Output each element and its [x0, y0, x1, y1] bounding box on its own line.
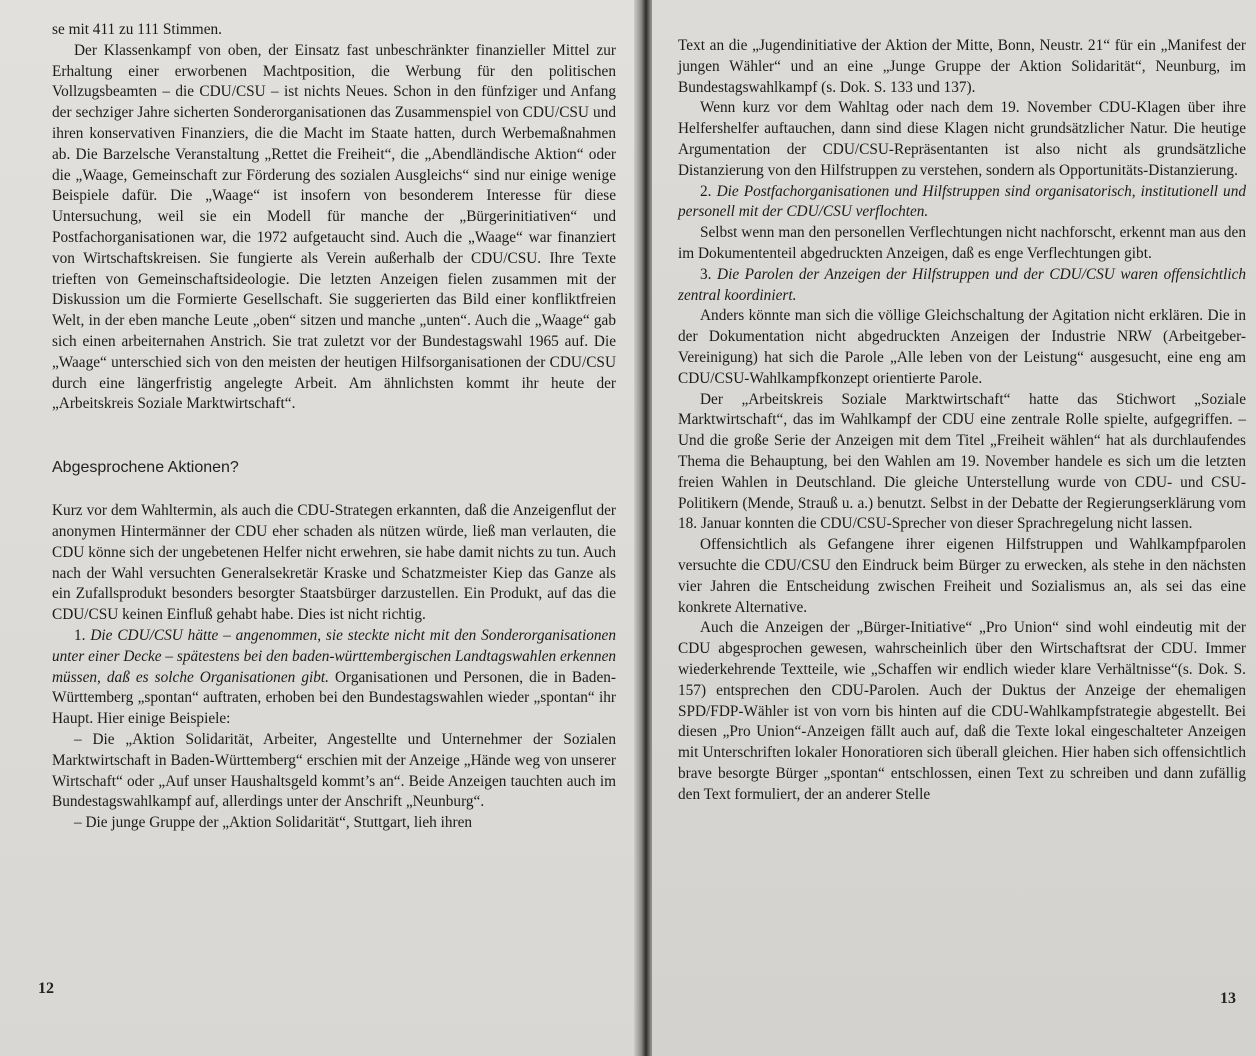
point-text: Organisationen und Personen, die in Baden-Württemberg „spontan“ auftraten, erhoben bei den Bundestagswahlen wieder „spontan“ ihr Haupt. Hier einige Beispiele:	[52, 668, 616, 728]
point-italic-text: Die Parolen der Anzeigen der Hilfstruppen und der CDU/CSU waren offensichtlich zentral koordiniert.	[678, 265, 1247, 304]
paragraph: Offensichtlich als Gefangene ihrer eigenen Hilfstruppen und Wahlkampfparolen versuchte die CDU/CSU den Eindruck beim Bürger zu erwecken, als stehe in den nächsten vier Jahren die Entscheidung zwischen Freiheit und Sozialismus an, als sei das eine konkrete Alternative.	[678, 536, 1246, 616]
paragraph: Anders könnte man sich die völlige Gleichschaltung der Agitation nicht erklären. Die in der Dokumentation nicht abgedruckten Anzeigen der Industrie NRW (Arbeitgeber-Vereinigung) hat sich die Parole „Alle leben von der Leistung“ ausgesucht, eine eng am CDU/CSU-Wahlkampfkonzept orientierte Parole.	[678, 307, 1246, 387]
paragraph: Kurz vor dem Wahltermin, als auch die CDU-Strategen erkannten, daß die Anzeigenflut der anonymen Hintermänner der CDU eher schaden als nützen würde, ließ man verlauten, die CDU könne sich der ungebetenen Helfer nicht erwehren, sie habe damit nichts zu tun. Auch nach der Wahl versuchten Generalsekretär Kraske und Schatzmeister Kiep das Ganze als ein Zufallsprodukt besonders besorgter Staatsbürger darzustellen. Ein Produkt, auf das die CDU/CSU keinen Einfluß gehabt habe. Dies ist nicht richtig.	[52, 502, 616, 624]
numbered-point-2	[678, 182, 1246, 224]
point-italic-text: Die CDU/CSU hätte – angenommen, sie steckte nicht mit den Sonderorganisationen unter einer Decke – spätestens bei den baden-württembergischen Landtagswahlen erkennen müssen, daß es solche Organisationen gibt.	[52, 626, 617, 686]
numbered-point-1	[52, 626, 616, 730]
numbered-point-3	[678, 265, 1246, 307]
point-number: 2.	[700, 182, 712, 200]
paragraph: – Die „Aktion Solidarität, Arbeiter, Angestellte und Unternehmer der Sozialen Marktwirtschaft in Baden-Württemberg“ erschien mit der Anzeige „Hände weg von unserer Wirtschaft“ oder „Auf unser Haushaltsgeld kommt’s an“. Beide Anzeigen tauchten auch im Bundestagswahlkampf auf, allerdings unter der Anschrift „Neunburg“.	[52, 730, 616, 811]
section-heading: Abgesprochene Aktionen?	[52, 459, 239, 477]
page-number: 13	[1220, 990, 1236, 1007]
paragraph: Der Klassenkampf von oben, der Einsatz fast unbeschränkter finanzieller Mittel zur Erhaltung einer erworbenen Machtposition, die Werbung für den politischen Vollzugsbeamten – die CDU/CSU – ist nichts Neues. Schon in den fünfziger und Anfang der sechziger Jahre sicherten Sonderorganisationen das Zusammenspiel von CDU/CSU und ihren konservativen Finanziers, die die Macht im Staate hatten, durch Werbemaßnahmen ab. Die Barzelsche Veranstaltung „Rettet die Freiheit“, die „Abendländische Aktion“ oder die „Waage, Gemeinschaft zur Förderung des sozialen Ausgleichs“ sind nur einige wenige Beispiele dafür. Die „Waage“ ist insofern von besonderem Interesse für diese Untersuchung, weil sie ein Modell für manche der „Bürgerinitiativen“ und Postfachorganisationen war, die 1972 aufgetaucht sind. Auch die „Waage“ war finanziert von Wirtschaftskreisen. Sie fungierte als Verein außerhalb der CDU/CSU. Ihre Texte trieften von Gemeinschaftsideologie. Die letzten Anzeigen fielen zusammen mit der Diskussion um die Formierte Gesellschaft. Sie suggerierten das Bild einer konfliktfreien Welt, in der eben manche Leute „oben“ sitzen und manche „unten“. Auch die „Waage“ gab sich einen arbeiternahen Anstrich. Sie trat zuletzt vor der Bundestagswahl 1965 auf. Die „Waage“ unterschied sich von den meisten der heutigen Hilfsorganisationen der CDU/CSU durch eine längerfristig angelegte Arbeit. Am ähnlichsten kommt ihr heute der „Arbeitskreis Soziale Marktwirtschaft“.	[52, 41, 616, 413]
right-page-text	[678, 36, 1246, 805]
paragraph: Auch die Anzeigen der „Bürger-Initiative“ „Pro Union“ sind wohl eindeutig mit der CDU abgesprochen gewesen, wahrscheinlich über den Wirtschaftsrat der CDU. Immer wiederkehrende Textteile, wie „Schaffen wir endlich wieder klare Verhältnisse“(s. Dok. S. 157) entsprechen den CDU-Parolen. Auch der Duktus der Anzeige der ehemaligen SPD/FDP-Wähler ist von vorn bis hinten auf die CDU-Wahlkampfstrategie abgestellt. Bei diesen „Pro Union“-Anzeigen fällt auch auf, daß die Texte lokal eingeschalteter Anzeigen mit Unterschriften lokaler Honoratioren sich überall gleichen. Hier haben sich offensichtlich brave besorgte Bürger „spontan“ entschlossen, einen Text zu schreiben und dann zufällig den Text formuliert, der an anderer Stelle	[678, 619, 1246, 803]
paragraph: Selbst wenn man den personellen Verflechtungen nicht nachforscht, erkennt man aus den im Dokumententeil abgedruckten Anzeigen, daß es enge Verflechtungen gibt.	[678, 224, 1246, 262]
paragraph: Der „Arbeitskreis Soziale Marktwirtschaft“ hatte das Stichwort „Soziale Marktwirtschaft“, das im Wahlkampf der CDU eine zentrale Rolle spielte, aufgegriffen. – Und die große Serie der Anzeigen mit dem Titel „Freiheit wählen“ hat als durchlaufendes Thema die Behauptung, bei den Wahlen am 19. November handele es sich um die letzten freien Wahlen in Deutschland. Die gleiche Unterstellung wurde von CDU- und CSU-Politikern (Mende, Strauß u. a.) benutzt. Selbst in der Debatte der Regierungserklärung vom 18. Januar konnten die CDU/CSU-Sprecher von dieser Sprachregelung nicht lassen.	[678, 390, 1246, 533]
paragraph: Wenn kurz vor dem Wahltag oder nach dem 19. November CDU-Klagen über ihre Helfershelfer auftauchen, dann sind diese Klagen nicht grundsätzlicher Natur. Die heutige Argumentation der CDU/CSU-Repräsentanten ist also nicht als grundsätzliche Distanzierung von den Hilfstruppen zu verstehen, sondern als Opportunitäts-Distanzierung.	[678, 99, 1246, 179]
paragraph: Text an die „Jugendinitiative der Aktion der Mitte, Bonn, Neustr. 21“ für ein „Manifest der jungen Wähler“ und an eine „Junge Gruppe der Aktion Solidarität“, Neunburg, im Bundestagswahlkampf (s. Dok. S. 133 und 137).	[678, 37, 1246, 96]
left-page-text	[52, 20, 616, 834]
right-page	[652, 0, 1256, 1056]
paragraph: se mit 411 zu 111 Stimmen.	[52, 21, 222, 38]
page-number: 12	[38, 980, 54, 997]
point-number: 1.	[74, 626, 86, 644]
point-number: 3.	[700, 265, 712, 283]
paragraph: – Die junge Gruppe der „Aktion Solidarität“, Stuttgart, lieh ihren	[74, 814, 473, 832]
point-italic-text: Die Postfachorganisationen und Hilfstruppen sind organisatorisch, institutionell und personell mit der CDU/CSU verflochten.	[678, 182, 1246, 221]
